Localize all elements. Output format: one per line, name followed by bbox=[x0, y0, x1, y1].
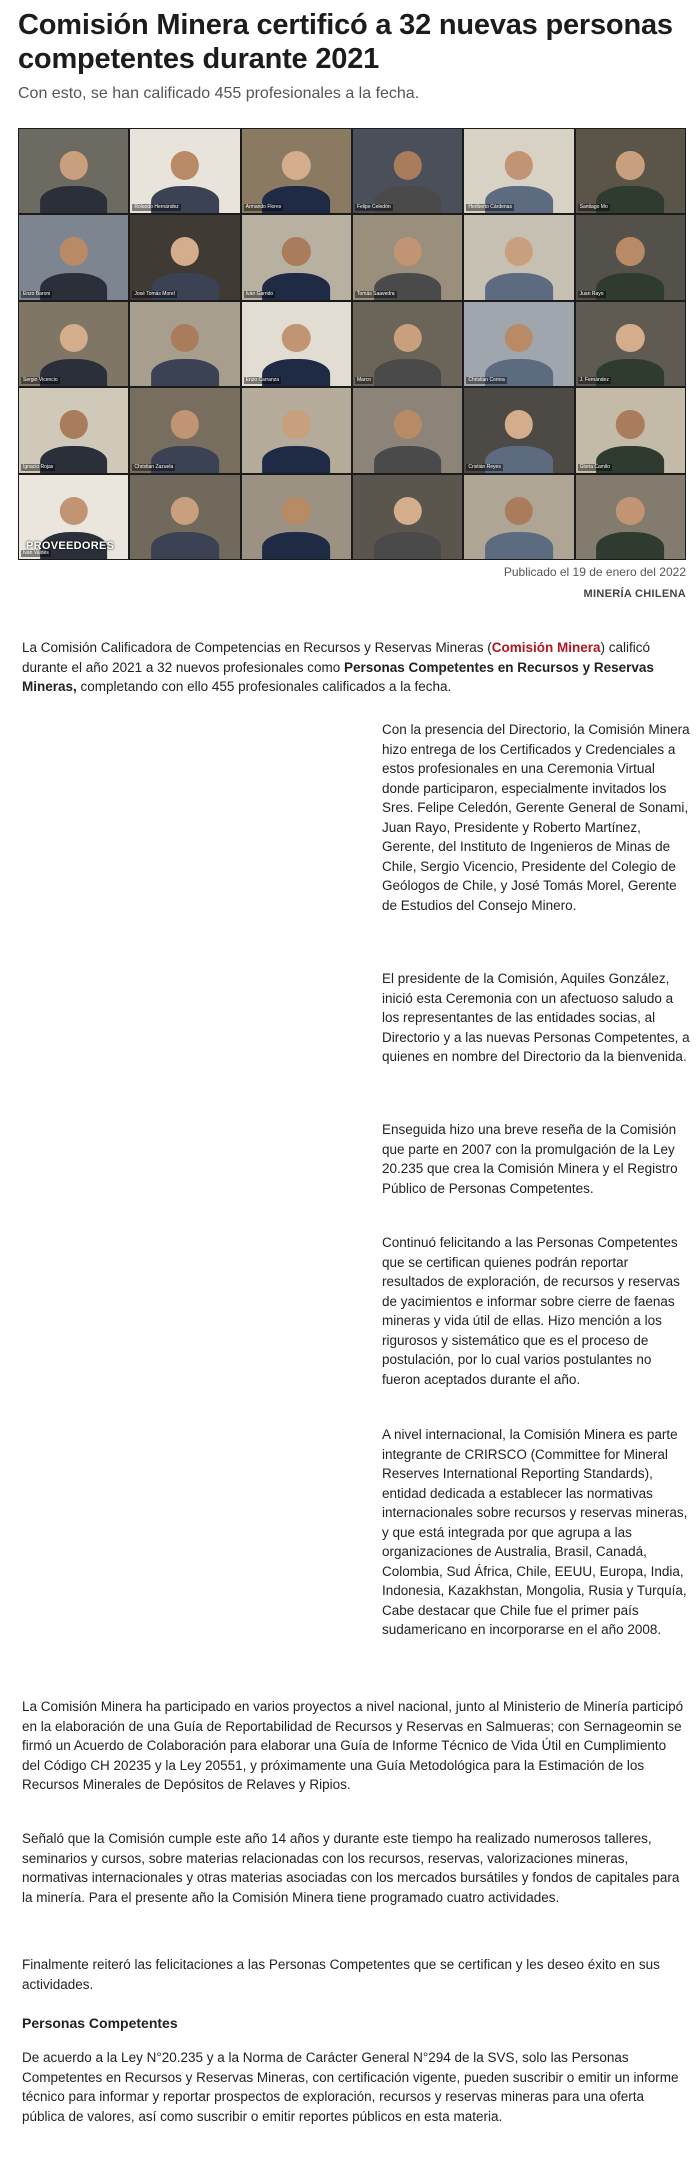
participant-head bbox=[505, 151, 533, 180]
participant-name: Sergio Vicencio bbox=[23, 377, 58, 384]
video-tile bbox=[242, 475, 351, 559]
participant-head bbox=[393, 324, 421, 353]
participant-head bbox=[616, 237, 644, 266]
body-paragraph: Con la presencia del Directorio, la Comisión Minera hizo entrega de los Certificados y Credenciales a estos profesionales en una Ceremonia Virtual donde participaron, especialmente invitados los Sres. Felipe Celedón, Gerente General de Sonami, Juan Rayo, Presidente y Roberto Martínez, Gerente, del Instituto de Ingenieros de Minas de Chile, Sergio Vicencio, Presidente del Colegio de Geólogos de Chile, y José Tomás Morel, Gerente de Estudios del Consejo Minero. bbox=[382, 722, 690, 913]
video-tile bbox=[130, 215, 239, 299]
participant-head bbox=[393, 237, 421, 266]
intro-text-1: La Comisión Calificadora de Competencias en Recursos y Reservas Mineras ( bbox=[22, 640, 492, 655]
intro-text-2: ) calificó durante el año 2021 a 32 nuevos profesionales como bbox=[22, 640, 650, 675]
participant-body bbox=[485, 273, 553, 300]
video-tile bbox=[353, 302, 462, 386]
participant-body bbox=[151, 359, 219, 386]
video-tile bbox=[576, 302, 685, 386]
participant-name: José Tomás Morel bbox=[134, 290, 175, 297]
body-paragraph: Señaló que la Comisión cumple este año 14 años y durante este tiempo ha realizado numerosos talleres, seminarios y cursos, sobre materias relacionadas con los recursos, reservas, valorizaciones mineras, normativas internacionales y otras materias asociadas con los mercados bursátiles y fondos de capitales para la minería. Para el presente año la Comisión Minera tiene programado cuatro actividades. bbox=[22, 1831, 680, 1905]
comision-minera-link[interactable]: Comisión Minera bbox=[491, 640, 601, 655]
participant-head bbox=[59, 237, 87, 266]
video-tile bbox=[576, 388, 685, 472]
body-paragraph: A nivel internacional, la Comisión Minera es parte integrante de CRIRSCO (Committee for Mineral Reserves International Reporting Standards), entidad dedicada a establecer las normativas internacionales sobre recursos y reservas mineras, y que está integrada por que agrupa a las organizaciones de Australia, Brasil, Canadá, Colombia, Sud África, Chile, EEUU, Europa, India, Indonesia, Kazakhstan, Mongolia, Rusia y Turquía, Cabe destacar que Chile fue el primer país sudamericano en incorporarse en el año 2008. bbox=[382, 1427, 688, 1637]
video-tile bbox=[464, 129, 573, 213]
body-paragraph: Enseguida hizo una breve reseña de la Comisión que parte en 2007 con la promulgación de la Ley 20.235 que crea la Comisión Minera y el Registro Público de Personas Competentes. bbox=[382, 1122, 678, 1196]
participant-name: Enzo Baroni bbox=[23, 290, 51, 297]
participant-body bbox=[596, 532, 664, 559]
video-tile bbox=[19, 129, 128, 213]
participant-body bbox=[485, 532, 553, 559]
video-tile bbox=[576, 215, 685, 299]
participant-head bbox=[59, 410, 87, 439]
video-tile bbox=[464, 475, 573, 559]
participant-name: Santiago Mo bbox=[579, 204, 608, 211]
participant-head bbox=[282, 497, 310, 526]
body-paragraph: El presidente de la Comisión, Aquiles González, inició esta Ceremonia con un afectuoso saludo a los representantes de las entidades socias, al Directorio y a las nuevas Personas Competentes, a quienes en nombre del Directorio da la bienvenida. bbox=[382, 971, 690, 1064]
video-tile bbox=[353, 215, 462, 299]
participant-head bbox=[616, 151, 644, 180]
participant-head bbox=[393, 151, 421, 180]
video-tile bbox=[576, 129, 685, 213]
participant-name: Iván Valdés bbox=[23, 550, 49, 556]
participant-name: Christian Zazuela bbox=[134, 463, 174, 470]
participant-head bbox=[171, 151, 199, 180]
participant-head bbox=[393, 410, 421, 439]
video-tile bbox=[353, 475, 462, 559]
video-tile bbox=[242, 388, 351, 472]
participant-head bbox=[616, 410, 644, 439]
participant-body bbox=[374, 532, 442, 559]
participant-name: J. Fernández bbox=[579, 377, 609, 384]
participant-head bbox=[171, 497, 199, 526]
video-call-grid bbox=[19, 129, 685, 559]
participant-body bbox=[374, 359, 442, 386]
participant-name: Cristián Reyes bbox=[468, 463, 501, 470]
participant-head bbox=[59, 324, 87, 353]
participant-head bbox=[171, 324, 199, 353]
video-tile bbox=[353, 129, 462, 213]
intro-bold: Personas Competentes en Recursos y Reservas Mineras, bbox=[22, 659, 654, 694]
video-tile bbox=[242, 302, 351, 386]
participant-head bbox=[393, 497, 421, 526]
participant-body bbox=[151, 532, 219, 559]
video-tile bbox=[19, 215, 128, 299]
participant-head bbox=[505, 410, 533, 439]
participant-head bbox=[505, 237, 533, 266]
video-tile bbox=[242, 215, 351, 299]
participant-body bbox=[374, 446, 442, 473]
body-paragraph: Finalmente reiteró las felicitaciones a las Personas Competentes que se certifican y les deseo éxito en sus actividades. bbox=[22, 1957, 660, 1992]
participant-name: Rolando Hernández bbox=[134, 204, 179, 211]
participant-head bbox=[616, 324, 644, 353]
participant-head bbox=[282, 237, 310, 266]
video-tile bbox=[19, 388, 128, 472]
participant-head bbox=[171, 410, 199, 439]
video-tile bbox=[464, 302, 573, 386]
participant-name: Armando Flores bbox=[245, 204, 282, 211]
video-tile bbox=[130, 475, 239, 559]
video-tile bbox=[464, 215, 573, 299]
participant-head bbox=[505, 497, 533, 526]
participant-name: Juan Rayo bbox=[579, 290, 604, 297]
body-paragraph: La Comisión Minera ha participado en varios proyectos a nivel nacional, junto al Ministerio de Minería participó en la elaboración de una Guía de Reportabilidad de Recursos y Reservas en Salmueras; con Sernageomin se firmó un Acuerdo de Colaboración para elaborar una Guía de Informe Técnico de Vida Útil en Cumplimiento del Código CH 20235 y la Ley 20551, y próximamente una Guía Metodológica para la Estimación de los Recursos Minerales de Depósitos de Relaves y Ripios. bbox=[22, 1699, 684, 1792]
participant-name: Ignacio Rojas bbox=[23, 463, 54, 470]
video-tile bbox=[130, 388, 239, 472]
participant-name: Marco bbox=[357, 377, 371, 384]
participant-name: Iván Garrido bbox=[245, 290, 274, 297]
participant-body bbox=[262, 532, 330, 559]
participant-name: Enzo Carranza bbox=[245, 377, 280, 384]
participant-body bbox=[596, 273, 664, 300]
participant-head bbox=[171, 237, 199, 266]
participant-name: Felipe Celedón bbox=[357, 204, 391, 211]
participant-head bbox=[505, 324, 533, 353]
article-title: Comisión Minera certificó a 32 nuevas personas competentes durante 2021 bbox=[18, 9, 673, 75]
video-tile bbox=[130, 302, 239, 386]
video-tile bbox=[19, 302, 128, 386]
participant-name: Christian Correa bbox=[468, 377, 505, 384]
photo-category-tag[interactable]: PROVEEDORES bbox=[26, 540, 115, 552]
video-tile bbox=[130, 129, 239, 213]
body-paragraph: Continuó felicitando a las Personas Competentes que se certifican quienes podrán reportar resultados de exploración, de recursos y reservas de yacimientos e informar sobre cierre de faenas mineras y vida útil de ellas. Hizo mención a los rigurosos y sistemático que es el proceso de postulación, por lo cual varios postulantes no fueron aceptados durante el año. bbox=[382, 1235, 680, 1387]
participant-body bbox=[262, 446, 330, 473]
article-subtitle: Con esto, se han calificado 455 profesionales a la fecha. bbox=[18, 85, 420, 102]
participant-body bbox=[40, 186, 108, 213]
intro-paragraph bbox=[22, 638, 686, 697]
source-label[interactable]: MINERÍA CHILENA bbox=[583, 588, 686, 600]
participant-head bbox=[59, 497, 87, 526]
intro-text-3: completando con ello 455 profesionales calificados a la fecha. bbox=[76, 679, 452, 694]
participant-head bbox=[282, 324, 310, 353]
participant-name: Heriberto Cárdenas bbox=[468, 204, 512, 211]
participant-head bbox=[282, 151, 310, 180]
participant-name: Tomás Saavedra bbox=[357, 290, 395, 297]
video-tile bbox=[353, 388, 462, 472]
video-tile bbox=[242, 129, 351, 213]
video-tile bbox=[576, 475, 685, 559]
participant-name: Gloria Camilo bbox=[579, 463, 610, 470]
participant-head bbox=[616, 497, 644, 526]
body-paragraph: De acuerdo a la Ley N°20.235 y a la Norma de Carácter General N°294 de la SVS, solo las Personas Competentes en Recursos y Reservas Mineras, con certificación vigente, pueden suscribir o emitir un informe técnico para informar y reportar prospectos de exploración, recursos y reservas mineras para una oferta pública de valores, así como suscribir o emitir reportes públicos en esta materia. bbox=[22, 2050, 679, 2124]
article-photo bbox=[18, 128, 686, 560]
video-tile bbox=[464, 388, 573, 472]
participant-head bbox=[59, 151, 87, 180]
publish-date: Publicado el 19 de enero del 2022 bbox=[503, 565, 686, 579]
participant-head bbox=[282, 410, 310, 439]
section-heading: Personas Competentes bbox=[22, 2015, 178, 2031]
